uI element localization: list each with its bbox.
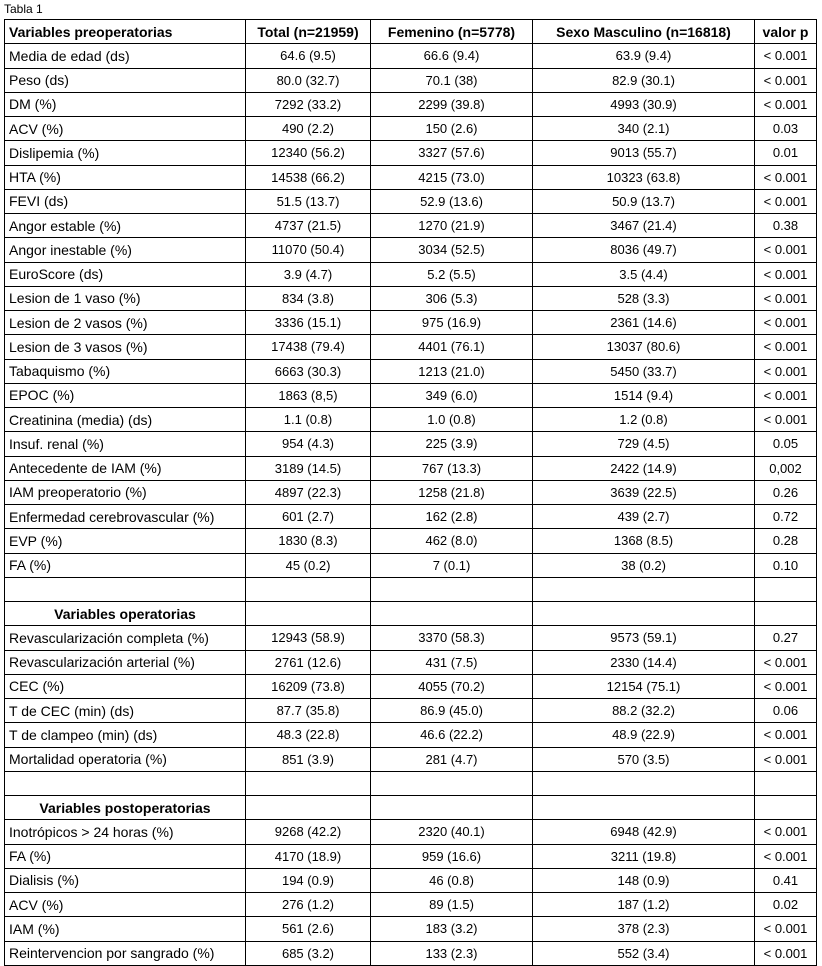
masculino-cell: 552 (3.4)	[533, 941, 755, 965]
table-row	[5, 92, 817, 116]
femenino-cell: 3034 (52.5)	[371, 238, 533, 262]
variable-cell: EVP (%)	[5, 529, 246, 553]
total-cell: 7292 (33.2)	[246, 92, 371, 116]
femenino-cell: 2320 (40.1)	[371, 820, 533, 844]
empty-cell	[246, 602, 371, 626]
femenino-cell: 1213 (21.0)	[371, 359, 533, 383]
total-cell: 954 (4.3)	[246, 432, 371, 456]
table-caption: Tabla 1	[4, 2, 43, 16]
empty-cell	[246, 771, 371, 795]
table-row	[5, 650, 817, 674]
variable-cell: Enfermedad cerebrovascular (%)	[5, 505, 246, 529]
p-value-cell: 0.72	[755, 505, 817, 529]
masculino-cell: 8036 (49.7)	[533, 238, 755, 262]
variable-cell: HTA (%)	[5, 165, 246, 189]
table-row	[5, 480, 817, 504]
femenino-cell: 70.1 (38)	[371, 68, 533, 92]
p-value-cell: 0.02	[755, 893, 817, 917]
masculino-cell: 4993 (30.9)	[533, 92, 755, 116]
p-value-cell: < 0.001	[755, 408, 817, 432]
masculino-cell: 9573 (59.1)	[533, 626, 755, 650]
variable-cell: Reintervencion por sangrado (%)	[5, 941, 246, 965]
table-row	[5, 820, 817, 844]
table-row	[5, 408, 817, 432]
variable-cell: Tabaquismo (%)	[5, 359, 246, 383]
variable-cell: DM (%)	[5, 92, 246, 116]
total-cell: 490 (2.2)	[246, 117, 371, 141]
header-femenino: Femenino (n=5778)	[371, 20, 533, 44]
total-cell: 1830 (8.3)	[246, 529, 371, 553]
p-value-cell: 0.03	[755, 117, 817, 141]
femenino-cell: 4401 (76.1)	[371, 335, 533, 359]
p-value-cell: < 0.001	[755, 92, 817, 116]
total-cell: 12943 (58.9)	[246, 626, 371, 650]
masculino-cell: 3.5 (4.4)	[533, 262, 755, 286]
total-cell: 1863 (8,5)	[246, 383, 371, 407]
p-value-cell: 0.41	[755, 868, 817, 892]
masculino-cell: 2361 (14.6)	[533, 311, 755, 335]
femenino-cell: 1270 (21.9)	[371, 214, 533, 238]
table-row	[5, 917, 817, 941]
section-header-row	[5, 796, 817, 820]
empty-cell	[755, 602, 817, 626]
masculino-cell: 148 (0.9)	[533, 868, 755, 892]
variable-cell: Mortalidad operatoria (%)	[5, 747, 246, 771]
table-row	[5, 844, 817, 868]
p-value-cell: < 0.001	[755, 359, 817, 383]
empty-cell	[371, 771, 533, 795]
total-cell: 48.3 (22.8)	[246, 723, 371, 747]
p-value-cell: 0.26	[755, 480, 817, 504]
empty-cell	[5, 577, 246, 601]
variable-cell: FA (%)	[5, 844, 246, 868]
variable-cell: Angor estable (%)	[5, 214, 246, 238]
femenino-cell: 7 (0.1)	[371, 553, 533, 577]
header-p-value: valor p	[755, 20, 817, 44]
empty-cell	[533, 796, 755, 820]
masculino-cell: 12154 (75.1)	[533, 674, 755, 698]
p-value-cell: < 0.001	[755, 820, 817, 844]
total-cell: 14538 (66.2)	[246, 165, 371, 189]
table-row	[5, 723, 817, 747]
total-cell: 2761 (12.6)	[246, 650, 371, 674]
empty-cell	[755, 577, 817, 601]
variable-cell: T de clampeo (min) (ds)	[5, 723, 246, 747]
p-value-cell: < 0.001	[755, 262, 817, 286]
femenino-cell: 86.9 (45.0)	[371, 699, 533, 723]
variable-cell: Revascularización completa (%)	[5, 626, 246, 650]
table-row	[5, 117, 817, 141]
masculino-cell: 50.9 (13.7)	[533, 189, 755, 213]
table-row	[5, 456, 817, 480]
table-row	[5, 286, 817, 310]
masculino-cell: 13037 (80.6)	[533, 335, 755, 359]
variable-cell: Inotrópicos > 24 horas (%)	[5, 820, 246, 844]
femenino-cell: 4055 (70.2)	[371, 674, 533, 698]
table-row	[5, 44, 817, 68]
total-cell: 11070 (50.4)	[246, 238, 371, 262]
total-cell: 851 (3.9)	[246, 747, 371, 771]
femenino-cell: 959 (16.6)	[371, 844, 533, 868]
p-value-cell: 0.01	[755, 141, 817, 165]
empty-cell	[755, 771, 817, 795]
femenino-cell: 3370 (58.3)	[371, 626, 533, 650]
masculino-cell: 6948 (42.9)	[533, 820, 755, 844]
femenino-cell: 183 (3.2)	[371, 917, 533, 941]
variable-cell: Dislipemia (%)	[5, 141, 246, 165]
variable-cell: Peso (ds)	[5, 68, 246, 92]
p-value-cell: 0.27	[755, 626, 817, 650]
table-row	[5, 262, 817, 286]
femenino-cell: 162 (2.8)	[371, 505, 533, 529]
p-value-cell: < 0.001	[755, 674, 817, 698]
spacer-row	[5, 577, 817, 601]
femenino-cell: 3327 (57.6)	[371, 141, 533, 165]
femenino-cell: 1258 (21.8)	[371, 480, 533, 504]
table-row	[5, 674, 817, 698]
empty-cell	[755, 796, 817, 820]
section-header-row	[5, 602, 817, 626]
masculino-cell: 1.2 (0.8)	[533, 408, 755, 432]
table-row	[5, 747, 817, 771]
variable-cell: Lesion de 2 vasos (%)	[5, 311, 246, 335]
table-row	[5, 626, 817, 650]
masculino-cell: 729 (4.5)	[533, 432, 755, 456]
femenino-cell: 150 (2.6)	[371, 117, 533, 141]
p-value-cell: 0.28	[755, 529, 817, 553]
data-table	[4, 19, 817, 966]
total-cell: 45 (0.2)	[246, 553, 371, 577]
table-row	[5, 529, 817, 553]
femenino-cell: 89 (1.5)	[371, 893, 533, 917]
variable-cell: Media de edad (ds)	[5, 44, 246, 68]
variable-cell: Revascularización arterial (%)	[5, 650, 246, 674]
p-value-cell: < 0.001	[755, 723, 817, 747]
total-cell: 16209 (73.8)	[246, 674, 371, 698]
masculino-cell: 3211 (19.8)	[533, 844, 755, 868]
p-value-cell: 0.05	[755, 432, 817, 456]
table-row	[5, 359, 817, 383]
table-row	[5, 335, 817, 359]
masculino-cell: 378 (2.3)	[533, 917, 755, 941]
empty-cell	[533, 602, 755, 626]
total-cell: 601 (2.7)	[246, 505, 371, 529]
femenino-cell: 281 (4.7)	[371, 747, 533, 771]
p-value-cell: < 0.001	[755, 335, 817, 359]
variable-cell: Angor inestable (%)	[5, 238, 246, 262]
p-value-cell: 0,002	[755, 456, 817, 480]
femenino-cell: 46.6 (22.2)	[371, 723, 533, 747]
masculino-cell: 1514 (9.4)	[533, 383, 755, 407]
table-row	[5, 311, 817, 335]
empty-cell	[371, 577, 533, 601]
femenino-cell: 431 (7.5)	[371, 650, 533, 674]
masculino-cell: 2330 (14.4)	[533, 650, 755, 674]
total-cell: 9268 (42.2)	[246, 820, 371, 844]
header-variable: Variables preoperatorias	[5, 20, 246, 44]
p-value-cell: < 0.001	[755, 917, 817, 941]
masculino-cell: 9013 (55.7)	[533, 141, 755, 165]
masculino-cell: 88.2 (32.2)	[533, 699, 755, 723]
p-value-cell: < 0.001	[755, 286, 817, 310]
empty-cell	[246, 796, 371, 820]
masculino-cell: 10323 (63.8)	[533, 165, 755, 189]
empty-cell	[5, 771, 246, 795]
variable-cell: FEVI (ds)	[5, 189, 246, 213]
p-value-cell: < 0.001	[755, 844, 817, 868]
p-value-cell: 0.06	[755, 699, 817, 723]
masculino-cell: 3639 (22.5)	[533, 480, 755, 504]
masculino-cell: 340 (2.1)	[533, 117, 755, 141]
section-title: Variables operatorias	[5, 602, 246, 626]
table-row	[5, 505, 817, 529]
variable-cell: Insuf. renal (%)	[5, 432, 246, 456]
p-value-cell: < 0.001	[755, 189, 817, 213]
total-cell: 6663 (30.3)	[246, 359, 371, 383]
total-cell: 3.9 (4.7)	[246, 262, 371, 286]
variable-cell: Lesion de 3 vasos (%)	[5, 335, 246, 359]
variable-cell: EuroScore (ds)	[5, 262, 246, 286]
table-row	[5, 68, 817, 92]
p-value-cell: < 0.001	[755, 383, 817, 407]
empty-cell	[371, 602, 533, 626]
table-row	[5, 893, 817, 917]
total-cell: 4737 (21.5)	[246, 214, 371, 238]
header-total: Total (n=21959)	[246, 20, 371, 44]
masculino-cell: 38 (0.2)	[533, 553, 755, 577]
variable-cell: IAM (%)	[5, 917, 246, 941]
variable-cell: ACV (%)	[5, 893, 246, 917]
total-cell: 561 (2.6)	[246, 917, 371, 941]
femenino-cell: 349 (6.0)	[371, 383, 533, 407]
p-value-cell: < 0.001	[755, 650, 817, 674]
total-cell: 87.7 (35.8)	[246, 699, 371, 723]
femenino-cell: 306 (5.3)	[371, 286, 533, 310]
table-row	[5, 238, 817, 262]
p-value-cell: 0.10	[755, 553, 817, 577]
femenino-cell: 225 (3.9)	[371, 432, 533, 456]
femenino-cell: 133 (2.3)	[371, 941, 533, 965]
table-row	[5, 214, 817, 238]
p-value-cell: < 0.001	[755, 238, 817, 262]
table-row	[5, 189, 817, 213]
variable-cell: EPOC (%)	[5, 383, 246, 407]
masculino-cell: 63.9 (9.4)	[533, 44, 755, 68]
variable-cell: Antecedente de IAM (%)	[5, 456, 246, 480]
variable-cell: T de CEC (min) (ds)	[5, 699, 246, 723]
masculino-cell: 1368 (8.5)	[533, 529, 755, 553]
masculino-cell: 187 (1.2)	[533, 893, 755, 917]
empty-cell	[533, 577, 755, 601]
total-cell: 4897 (22.3)	[246, 480, 371, 504]
masculino-cell: 82.9 (30.1)	[533, 68, 755, 92]
femenino-cell: 5.2 (5.5)	[371, 262, 533, 286]
table-row	[5, 432, 817, 456]
table-row	[5, 553, 817, 577]
femenino-cell: 52.9 (13.6)	[371, 189, 533, 213]
masculino-cell: 5450 (33.7)	[533, 359, 755, 383]
variable-cell: FA (%)	[5, 553, 246, 577]
p-value-cell: < 0.001	[755, 44, 817, 68]
header-masculino: Sexo Masculino (n=16818)	[533, 20, 755, 44]
total-cell: 64.6 (9.5)	[246, 44, 371, 68]
variable-cell: Lesion de 1 vaso (%)	[5, 286, 246, 310]
table-row	[5, 868, 817, 892]
total-cell: 17438 (79.4)	[246, 335, 371, 359]
total-cell: 4170 (18.9)	[246, 844, 371, 868]
masculino-cell: 3467 (21.4)	[533, 214, 755, 238]
table-row	[5, 383, 817, 407]
total-cell: 685 (3.2)	[246, 941, 371, 965]
section-title: Variables postoperatorias	[5, 796, 246, 820]
variable-cell: IAM preoperatorio (%)	[5, 480, 246, 504]
total-cell: 80.0 (32.7)	[246, 68, 371, 92]
total-cell: 834 (3.8)	[246, 286, 371, 310]
femenino-cell: 1.0 (0.8)	[371, 408, 533, 432]
femenino-cell: 4215 (73.0)	[371, 165, 533, 189]
header-row	[5, 20, 817, 44]
masculino-cell: 570 (3.5)	[533, 747, 755, 771]
table-row	[5, 165, 817, 189]
femenino-cell: 767 (13.3)	[371, 456, 533, 480]
masculino-cell: 439 (2.7)	[533, 505, 755, 529]
p-value-cell: 0.38	[755, 214, 817, 238]
p-value-cell: < 0.001	[755, 311, 817, 335]
femenino-cell: 46 (0.8)	[371, 868, 533, 892]
total-cell: 51.5 (13.7)	[246, 189, 371, 213]
total-cell: 3189 (14.5)	[246, 456, 371, 480]
total-cell: 276 (1.2)	[246, 893, 371, 917]
total-cell: 12340 (56.2)	[246, 141, 371, 165]
total-cell: 1.1 (0.8)	[246, 408, 371, 432]
masculino-cell: 2422 (14.9)	[533, 456, 755, 480]
femenino-cell: 975 (16.9)	[371, 311, 533, 335]
variable-cell: Dialisis (%)	[5, 868, 246, 892]
table-row	[5, 699, 817, 723]
spacer-row	[5, 771, 817, 795]
femenino-cell: 462 (8.0)	[371, 529, 533, 553]
masculino-cell: 528 (3.3)	[533, 286, 755, 310]
p-value-cell: < 0.001	[755, 747, 817, 771]
total-cell: 3336 (15.1)	[246, 311, 371, 335]
variable-cell: CEC (%)	[5, 674, 246, 698]
table-row	[5, 141, 817, 165]
femenino-cell: 2299 (39.8)	[371, 92, 533, 116]
femenino-cell: 66.6 (9.4)	[371, 44, 533, 68]
empty-cell	[533, 771, 755, 795]
p-value-cell: < 0.001	[755, 165, 817, 189]
p-value-cell: < 0.001	[755, 68, 817, 92]
variable-cell: ACV (%)	[5, 117, 246, 141]
variable-cell: Creatinina (media) (ds)	[5, 408, 246, 432]
table-row	[5, 941, 817, 965]
empty-cell	[371, 796, 533, 820]
p-value-cell: < 0.001	[755, 941, 817, 965]
masculino-cell: 48.9 (22.9)	[533, 723, 755, 747]
empty-cell	[246, 577, 371, 601]
total-cell: 194 (0.9)	[246, 868, 371, 892]
